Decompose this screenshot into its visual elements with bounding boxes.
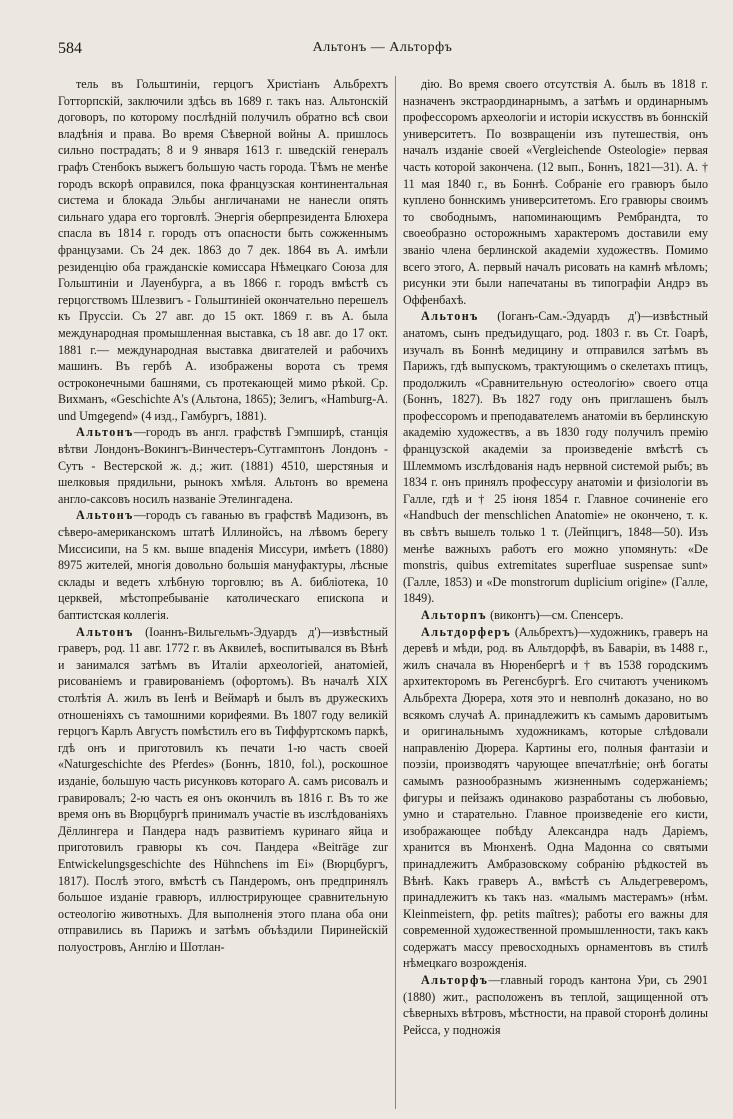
page-header bbox=[58, 40, 707, 62]
right-column bbox=[403, 76, 708, 1113]
article-text: —главный городъ кантона Ури, съ 2901 (1880) жит., расположенъ въ теплой, защищенной отъ сѣверныхъ вѣтровъ, мѣстности, на правой сторонѣ долины Рейсса, у подножія bbox=[403, 973, 708, 1037]
article-paragraph bbox=[403, 76, 708, 308]
article-headword: Альтонъ bbox=[76, 508, 134, 523]
article-paragraph bbox=[58, 424, 388, 507]
article-paragraph bbox=[58, 76, 388, 424]
article-text: (Іоаннъ-Вильгельмъ-Эдуардъ д')—извѣстный граверъ, род. 11 авг. 1772 г. въ Аквилеѣ, воспитывался въ Вѣнѣ и занимался затѣмъ въ Италіи археологіей, анатоміей, рисованіемъ и гравированіемъ (офортомъ). Въ началѣ XIX столѣтія А. жилъ въ Іенѣ и Веймарѣ и былъ въ дружескихъ отношеніяхъ съ тамошними корифеями. Въ 1807 году великій герцогъ Карлъ Августъ помѣстилъ его въ Тиффуртскомъ паркѣ, гдѣ онъ и приготовилъ къ печати 1-ю часть своей «Naturgeschichte des Pferdes» (Боннъ, 1810, fol.), роскошное изданіе, большую часть рисунковъ котораго А. самъ рисовалъ и гравировалъ; 2-ю часть ея онъ окончилъ въ 1816 г. Въ то же время онъ въ Вюрцбургѣ принималъ участіе въ изслѣдованіяхъ Дёллингера и Пандера надъ развитіемъ куринаго яйца и приготовилъ гравюры къ соч. Пандера «Beiträge zur Entwickelungsgeschichte des Hühnchens im Ei» (Вюрцбургъ, 1817). Послѣ этого, вмѣстѣ съ Пандеромъ, онъ предпринялъ большое изданіе гравюръ, иллюстрирующее сравнительную остеологію животныхъ. Для выполненія этого плана оба они отправились въ Парижъ и затѣмъ объѣздили Пиринейскій полуостровъ, Англію и Шотлан- bbox=[58, 624, 388, 954]
article-paragraph bbox=[403, 607, 708, 624]
article-text: (Іоганъ-Сам.-Эдуардъ д')—извѣстный анатомъ, сынъ предъидущаго, род. 1803 г. въ Ст. Гоарѣ, изучалъ въ Боннѣ медицину и отправился затѣмъ въ Парижъ, гдѣ выпускомъ, трактующимъ о скелетахъ птицъ, продолжилъ «Сравнительную остеологію» своего отца (Боннъ, 1827). Въ 1827 году онъ приглашенъ былъ профессоромъ и преподавателемъ анатоміи въ берлинскую академію художествъ, а въ 1830 году получилъ премію французской академіи за произведеніе вмѣстѣ съ Шлеммомъ изслѣдованія надъ нервной системой рыбъ; въ 1834 г. онъ принялъ профессуру анатоміи и физіологіи въ Галле, гдѣ и † 25 іюня 1854 г. Главное сочиненіе его «Handbuch der menschlichen Anatomie» не окончено, т. к. въ свѣтъ вышелъ только 1 т. (Лейпцигъ, 1848—50). Изъ менѣе важныхъ работъ его можно упомянуть: «De monstris, quibus extremitates superfluae suspensae sunt» (Галле, 1853) и «De monstrorum duplicium origine» (Галле, 1849). bbox=[403, 309, 708, 606]
article-text: (виконтъ)—см. Спенсеръ. bbox=[490, 608, 624, 622]
article-headword: Альторпъ bbox=[421, 608, 488, 622]
article-paragraph bbox=[403, 624, 708, 972]
article-text: —городъ съ гаванью въ графствѣ Мадизонъ, въ сѣверо-американскомъ штатѣ Иллинойсъ, на лѣвомъ берегу Миссисипи, на 5 км. выше впаденія Миссури, имѣетъ (1880) 8975 жителей, многія довольно большія мануфактуры, лѣсные склады и ведетъ хлѣбную торговлю; въ А. библіотека, 10 церквей, мѣстопребываніе католическаго епископа и баптистская коллегія. bbox=[58, 508, 388, 622]
article-headword: Альтдорферъ bbox=[421, 624, 512, 639]
article-headword: Альтонъ bbox=[421, 309, 479, 324]
article-paragraph bbox=[403, 308, 708, 607]
left-column bbox=[58, 76, 388, 1113]
article-paragraph bbox=[58, 624, 388, 956]
article-text: дію. Во время своего отсутствія А. былъ въ 1818 г. назначенъ экстраординарнымъ, а затѣмъ и ординарнымъ профессоромъ археологіи и исторіи искусствъ въ боннскій университетъ. По возвращеніи изъ путешествія, онъ началъ изданіе своей «Vergleichende Osteologie» первая часть которой закончена. (12 вып., Боннъ, 1821—31). А. † 11 мая 1840 г., въ Боннѣ. Собраніе его гравюръ было куплено боннскимъ университетомъ. Его гравюры своимъ то свободнымъ, напоминающимъ Рембрандта, то своеобразно осторожнымъ характеромъ доставили ему званіо члена берлинской академіи художествъ. Помимо всего этого, А. первый началъ рисовать на камнѣ мѣломъ; рисунки эти были напечатаны въ типографіи Андрэ въ Оффенбахѣ. bbox=[403, 77, 708, 307]
article-paragraph bbox=[403, 972, 708, 1038]
page-number: 584 bbox=[58, 40, 82, 57]
running-head: Альтонъ — Альторфъ bbox=[312, 40, 453, 55]
article-text: (Альбрехтъ)—художникъ, граверъ на деревѣ и мѣди, род. въ Альтдорфѣ, въ Баваріи, въ 1488 г., жилъ сначала въ Нюренбергѣ и † въ 1538 городскимъ архитекторомъ въ Регенсбургѣ. Его считаютъ ученикомъ Альбрехта Дюрера, хотя это и невполнѣ доказано, но во всякомъ случаѣ А. принадлежитъ къ самымъ даровитымъ и оригинальнымъ художникамъ, которые слѣдовали направленію Дюрера. Картины его, полныя фантазіи и поэзіи, производятъ чарующее впечатлѣніе; онѣ богаты самымъ разнообразнымъ жизненнымъ содержаніемъ; фигуры и пейзажъ одинаково разработаны съ любовью, умно и старательно. Главное произведеніе его кисти, изображающее побѣду Александра надъ Даріемъ, хранится въ Мюнхенѣ. Одна Мадонна со святыми принадлежитъ Амбразовскому собранію рѣдкостей въ Вѣнѣ. Какъ граверъ А., вмѣстѣ съ Альдегреверомъ, принадлежитъ къ такъ наз. «малымъ мастерамъ» (нѣм. Kleinmeistern, фр. petits maîtres); работы его важны для современной художественной промышленности, такъ какъ содержатъ массу превосходныхъ орнаментовъ въ стилѣ нѣмецкаго возрожденія. bbox=[403, 624, 708, 971]
article-headword: Альторфъ bbox=[421, 973, 489, 988]
article-text: тель въ Гольштиніи, герцогъ Христіанъ Альбрехтъ Готторпскій, заключили здѣсь въ 1689 г. такъ наз. Альтонскій договоръ, по которому послѣдній получилъ обратно всѣ свои владѣнія и права. Во время Сѣверной войны А. пришлось сильно пострадать; 8 и 9 января 1613 г. шведскій генералъ графъ Стенбокъ выжегъ большую часть города. Тѣмъ не менѣе городъ вскорѣ оправился, пока французская континентальная система и блокада Эльбы англичанами не нанесли опять сильнаго удара его торговлѣ. Энергія оберпрезидента Блюхера спасла въ 1814 г. городъ отъ опасности быть сожженнымъ французами. Съ 24 дек. 1863 до 7 дек. 1864 въ А. имѣли резиденцію оба гражданскіе комиссара Нѣмецкаго Союза для Гольштиніи и Лауенбурга, а въ 1866 г. городъ вмѣстѣ съ герцогствомъ Шлезвигъ - Гольштиніей окончательно перешелъ къ Пруссіи. Съ 27 авг. до 15 окт. 1869 г. въ А. была международная промышленная выставка, съ 18 авг. до 17 окт. 1881 г.— международная выставка двигателей и рабочихъ машинъ. Въ гербѣ А. изображены ворота съ тремя остроконечными башнями, съ протекающей мимо рѣкой. Ср. Вихманъ, «Geschichte A's (Альтона, 1865); Зелигъ, «Hamburg-A. und Umgegend» (4 изд., Гамбургъ, 1881). bbox=[58, 77, 388, 423]
article-headword: Альтонъ bbox=[76, 624, 134, 639]
article-paragraph bbox=[58, 507, 388, 623]
column-divider bbox=[395, 76, 396, 1109]
article-headword: Альтонъ bbox=[76, 425, 134, 440]
article-text: —городъ въ англ. графствѣ Гэмпширѣ, станція вѣтви Лондонъ-Вокингъ-Винчестеръ-Сутгамптонъ Лондонъ - Сутъ - Вестерской ж. д.; жит. (1881) 4510, шерстяныя и шелковыя прядильни, рынокъ хмѣля. Альтонъ во времена англо-саксовъ носилъ названіе Этелингадена. bbox=[58, 425, 388, 506]
